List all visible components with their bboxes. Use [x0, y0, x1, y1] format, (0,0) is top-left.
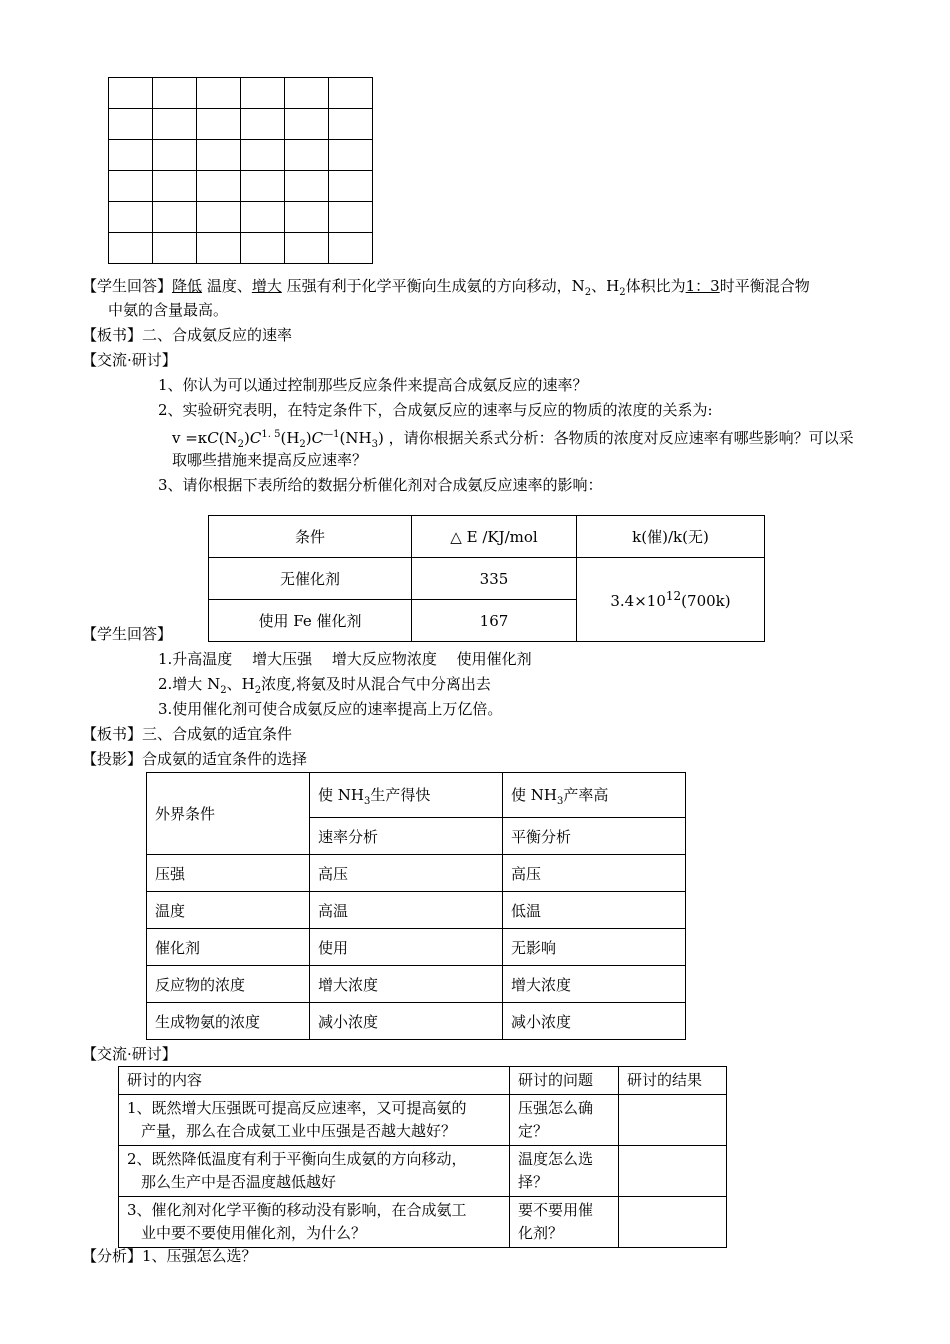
projection-heading: 【投影】合成氨的适宜条件的选择 — [82, 750, 308, 768]
catalyst-header-energy: △ E /KJ/mol — [412, 516, 577, 558]
question-3: 3、请你根据下表所给的数据分析催化剂对合成氨反应速率的影响： — [158, 476, 603, 494]
discuss-heading-1: 【交流·研讨】 — [82, 351, 177, 369]
discussion-question-line2: 择？ — [518, 1173, 549, 1191]
discussion-result-cell — [619, 1095, 727, 1146]
conditions-cell-equil: 增大浓度 — [503, 966, 686, 1003]
conditions-corner: 外界条件 — [147, 773, 310, 855]
grid-cell — [285, 78, 329, 109]
grid-cell — [285, 109, 329, 140]
grid-cell — [153, 202, 197, 233]
grid-cell — [241, 202, 285, 233]
question-1: 1、你认为可以通过控制那些反应条件来提高合成氨反应的速率？ — [158, 376, 588, 394]
grid-cell — [197, 78, 241, 109]
grid-cell — [153, 78, 197, 109]
conditions-cell-rate: 使用 — [310, 929, 503, 966]
discussion-content-line1: 3、催化剂对化学平衡的移动没有影响，在合成氨工 — [127, 1201, 467, 1219]
question-2-line3: 取哪些措施来提高反应速率？ — [172, 451, 368, 469]
grid-cell — [109, 202, 153, 233]
grid-cell — [197, 233, 241, 264]
grid-row — [109, 171, 373, 202]
student-answer-2-heading: 【学生回答】 — [82, 625, 173, 643]
conditions-cell-factor: 反应物的浓度 — [147, 966, 310, 1003]
board-heading-3: 【板书】三、合成氨的适宜条件 — [82, 725, 293, 743]
conditions-cell-equil: 无影响 — [503, 929, 686, 966]
grid-row — [109, 233, 373, 264]
conditions-cell-rate: 高温 — [310, 892, 503, 929]
grid-cell — [285, 202, 329, 233]
grid-cell — [285, 171, 329, 202]
conditions-row — [147, 966, 686, 1003]
conditions-cell-factor: 压强 — [147, 855, 310, 892]
discussion-question-line1: 要不要用催 — [518, 1201, 594, 1219]
conditions-cell-factor: 催化剂 — [147, 929, 310, 966]
conditions-subheader-rate: 速率分析 — [310, 818, 503, 855]
grid-cell — [241, 233, 285, 264]
discussion-content-line1: 1、既然增大压强既可提高反应速率，又可提高氨的 — [127, 1099, 467, 1117]
grid-cell — [153, 109, 197, 140]
discussion-header-result: 研讨的结果 — [619, 1067, 727, 1095]
discussion-content-line1: 2、既然降低温度有利于平衡向生成氨的方向移动， — [127, 1150, 467, 1168]
grid-cell — [329, 233, 373, 264]
discussion-header-question: 研讨的问题 — [510, 1067, 619, 1095]
conditions-cell-equil: 高压 — [503, 855, 686, 892]
discussion-content-line2: 那么生产中是否温度越低越好 — [141, 1173, 337, 1191]
discussion-question-cell — [510, 1095, 619, 1146]
blank-grid — [108, 77, 373, 264]
grid-cell — [285, 140, 329, 171]
discussion-content-cell — [119, 1146, 510, 1197]
discussion-question-line1: 压强怎么确 — [518, 1099, 594, 1117]
discussion-content-line2: 产量，那么在合成氨工业中压强是否越大越好？ — [141, 1122, 457, 1140]
grid-cell — [197, 140, 241, 171]
grid-cell — [109, 109, 153, 140]
conditions-cell-factor: 生成物氨的浓度 — [147, 1003, 310, 1040]
conditions-cell-equil: 低温 — [503, 892, 686, 929]
conditions-header-fast: 使 $NH_3$生产得快 — [310, 773, 503, 818]
conditions-row — [147, 855, 686, 892]
student-answer-2-item3: 3.使用催化剂可使合成氨反应的速率提高上万亿倍。 — [158, 700, 503, 718]
discussion-question-line2: 化剂？ — [518, 1224, 564, 1242]
grid-cell — [241, 109, 285, 140]
catalyst-row-fe-energy: 167 — [412, 600, 577, 642]
conditions-row — [147, 892, 686, 929]
catalyst-row-none-energy: 335 — [412, 558, 577, 600]
grid-cell — [197, 171, 241, 202]
discussion-question-cell — [510, 1146, 619, 1197]
conditions-cell-rate: 高压 — [310, 855, 503, 892]
grid-cell — [153, 233, 197, 264]
grid-cell — [329, 171, 373, 202]
grid-row — [109, 109, 373, 140]
grid-cell — [241, 171, 285, 202]
grid-cell — [109, 233, 153, 264]
discussion-question-line1: 温度怎么选 — [518, 1150, 594, 1168]
board-heading-2: 【板书】二、合成氨反应的速率 — [82, 326, 293, 344]
discussion-row — [119, 1197, 727, 1248]
grid-cell — [197, 109, 241, 140]
conditions-header-yield: 使 $NH_3$产率高 — [503, 773, 686, 818]
discussion-content-cell — [119, 1095, 510, 1146]
rate-formula: $v =\kappa C(N_2)C^{1. 5}(H_2)C^{—1}(NH_3)$ ，请你根据关系式分析：各物质的浓度对反应速率有哪些影响？可以采 — [172, 429, 854, 450]
catalyst-header-condition: 条件 — [209, 516, 412, 558]
student-answer-2-item1: 1.升高温度 增大压强 增大反应物浓度 使用催化剂 — [158, 650, 532, 668]
grid-cell — [285, 233, 329, 264]
catalyst-table — [208, 515, 765, 642]
discussion-question-line2: 定？ — [518, 1122, 549, 1140]
question-2: 2、实验研究表明，在特定条件下，合成氨反应的速率与反应的物质的浓度的关系为: — [158, 401, 713, 419]
conditions-table — [146, 772, 686, 1040]
analysis-heading: 【分析】1、压强怎么选？ — [82, 1247, 257, 1265]
discussion-header-content: 研讨的内容 — [119, 1067, 510, 1095]
grid-row — [109, 202, 373, 233]
grid-cell — [329, 140, 373, 171]
discussion-question-cell — [510, 1197, 619, 1248]
grid-cell — [241, 140, 285, 171]
grid-row — [109, 78, 373, 109]
grid-cell — [153, 171, 197, 202]
discussion-result-cell — [619, 1197, 727, 1248]
grid-cell — [329, 202, 373, 233]
grid-cell — [153, 140, 197, 171]
grid-cell — [329, 78, 373, 109]
grid-cell — [109, 171, 153, 202]
discussion-content-cell — [119, 1197, 510, 1248]
grid-cell — [109, 140, 153, 171]
grid-cell — [109, 78, 153, 109]
grid-row — [109, 140, 373, 171]
conditions-cell-rate: 减小浓度 — [310, 1003, 503, 1040]
grid-cell — [241, 78, 285, 109]
catalyst-row-fe: 使用 Fe 催化剂 — [209, 600, 412, 642]
student-answer-1: 【学生回答】降低 温度、增大 压强有利于化学平衡向生成氨的方向移动，$N_2$、$H_2$体积比为1：3时平衡混合物 — [82, 277, 810, 298]
discuss-heading-2: 【交流·研讨】 — [82, 1045, 177, 1063]
discussion-row — [119, 1095, 727, 1146]
catalyst-header-ratio: k(催)/k(无) — [577, 516, 765, 558]
discussion-row — [119, 1146, 727, 1197]
catalyst-ratio-value: $3.4\times 10^{12}(700k)$ — [577, 558, 765, 642]
student-answer-1-line2: 中氨的含量最高。 — [108, 301, 229, 319]
discussion-content-line2: 业中要不要使用催化剂，为什么？ — [141, 1224, 367, 1242]
conditions-row — [147, 1003, 686, 1040]
discussion-table — [118, 1066, 727, 1248]
conditions-subheader-equilibrium: 平衡分析 — [503, 818, 686, 855]
student-answer-2-item2: 2.增大 $N_2$、$H_2$浓度,将氨及时从混合气中分离出去 — [158, 675, 491, 696]
conditions-cell-factor: 温度 — [147, 892, 310, 929]
conditions-row — [147, 929, 686, 966]
grid-cell — [329, 109, 373, 140]
discussion-result-cell — [619, 1146, 727, 1197]
conditions-cell-equil: 减小浓度 — [503, 1003, 686, 1040]
grid-cell — [197, 202, 241, 233]
conditions-cell-rate: 增大浓度 — [310, 966, 503, 1003]
catalyst-row-none: 无催化剂 — [209, 558, 412, 600]
